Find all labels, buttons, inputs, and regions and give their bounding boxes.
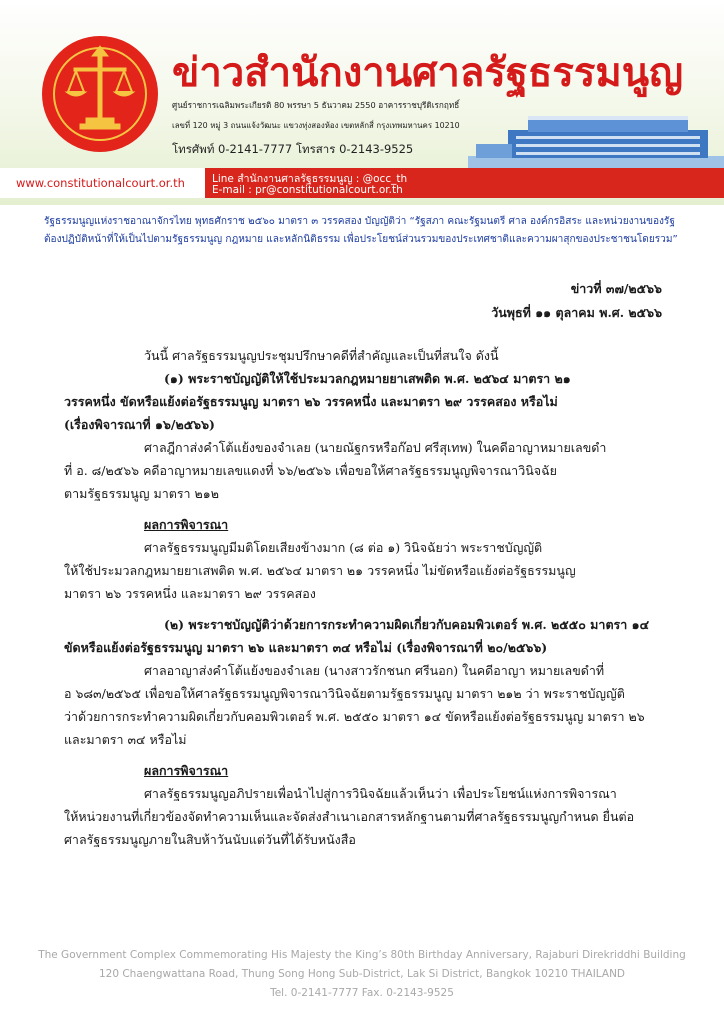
result-label-1: ผลการพิจารณา — [144, 517, 229, 532]
line-contact: Line สำนักงานศาลรัฐธรรมนูญ : @occ_th — [212, 173, 408, 185]
footer-address — [0, 946, 724, 1003]
government-complex-illustration — [468, 108, 724, 172]
case2-result: ศาลรัฐธรรมนูญอภิปรายเพื่อนำไปสู่การวินิจฉัยแล้วเห็นว่า เพื่อประโยชน์แห่งการพิจารณา — [144, 786, 617, 801]
quote-line: รัฐธรรมนูญแห่งราชอาณาจักรไทย พุทธศักราช ๒๕๖๐ มาตรา ๓ วรรคสอง บัญญัติว่า “รัฐสภา คณะรัฐมนตรี ศาล องค์กรอิสระ และหน่วยงานของรัฐ — [44, 216, 675, 227]
contact-bar — [0, 168, 724, 198]
website-link[interactable]: www.constitutionalcourt.or.th — [16, 176, 185, 190]
case1-detail: ที่ อ. ๘/๒๕๖๖ คดีอาญาหมายเลขแดงที่ ๖๖/๒๕๖๖ เพื่อขอให้ศาลรัฐธรรมนูญพิจารณาวินิจฉัย — [64, 463, 557, 478]
case2-result: ศาลรัฐธรรมนูญภายในสิบห้าวันนับแต่วันที่ได้รับหนังสือ — [64, 832, 356, 847]
case1-result: ศาลรัฐธรรมนูญมีมติโดยเสียงข้างมาก (๘ ต่อ ๑) วินิจฉัยว่า พระราชบัญญัติ — [144, 540, 543, 555]
email-contact[interactable]: E-mail : pr@constitutionalcourt.or.th — [212, 184, 403, 196]
letterhead — [0, 0, 724, 205]
footer-line: Tel. 0-2141-7777 Fax. 0-2143-9525 — [270, 987, 454, 999]
court-emblem-icon — [40, 34, 160, 154]
case2-detail: อ ๖๘๓/๒๕๖๕ เพื่อขอให้ศาลรัฐธรรมนูญพิจารณาวินิจฉัยตามรัฐธรรมนูญ มาตรา ๒๑๒ ว่า พระราชบัญญัติ — [64, 686, 625, 701]
constitution-quote — [44, 213, 684, 249]
footer-line: 120 Chaengwattana Road, Thung Song Hong Sub-District, Lak Si District, Bangkok 10210 THAILAND — [98, 968, 626, 980]
case1-detail: ศาลฎีกาส่งคำโต้แย้งของจำเลย (นายณัฐกรหรือก๊อป ศรีสุเทพ) ในคดีอาญาหมายเลขดำ — [144, 440, 607, 455]
footer-line: The Government Complex Commemorating His Majesty the King’s 80th Birthday Anniversary, Rajaburi Direkriddhi Building — [38, 949, 686, 961]
phone-line: โทรศัพท์ 0-2141-7777 โทรสาร 0-2143-9525 — [172, 142, 414, 156]
case2-heading: ขัดหรือแย้งต่อรัฐธรรมนูญ มาตรา ๒๖ และมาตรา ๓๔ หรือไม่ (เรื่องพิจารณาที่ ๒๐/๒๕๖๖) — [64, 640, 548, 655]
news-number: ข่าวที่ ๓๗/๒๕๖๖ — [570, 281, 662, 296]
case2-detail: ว่าด้วยการกระทำความผิดเกี่ยวกับคอมพิวเตอร์ พ.ศ. ๒๕๕๐ มาตรา ๑๔ ขัดหรือแย้งต่อรัฐธรรมนูญ มาตรา ๒๖ — [64, 709, 645, 724]
address-line-2: เลขที่ 120 หมู่ 3 ถนนแจ้งวัฒนะ แขวงทุ่งสองห้อง เขตหลักสี่ กรุงเทพมหานคร 10210 — [172, 121, 460, 130]
case2-detail: ศาลอาญาส่งคำโต้แย้งของจำเลย (นางสาวรักชนก ศรีนอก) ในคดีอาญา หมายเลขดำที่ — [144, 663, 605, 678]
case2-heading: (๒) พระราชบัญญัติว่าด้วยการกระทำความผิดเกี่ยวกับคอมพิวเตอร์ พ.ศ. ๒๕๕๐ มาตรา ๑๔ — [164, 617, 650, 632]
case1-result: มาตรา ๒๖ วรรคหนึ่ง และมาตรา ๒๙ วรรคสอง — [64, 586, 316, 601]
news-body — [64, 344, 658, 851]
case2-result: ให้หน่วยงานที่เกี่ยวข้องจัดทำความเห็นและจัดส่งสำเนาเอกสารหลักฐานตามที่ศาลรัฐธรรมนูญกำหนด ยื่นต่อ — [64, 809, 635, 824]
case1-heading: วรรคหนึ่ง ขัดหรือแย้งต่อรัฐธรรมนูญ มาตรา ๒๖ วรรคหนึ่ง และมาตรา ๒๙ วรรคสอง หรือไม่ — [64, 394, 558, 409]
case1-result: ให้ใช้ประมวลกฎหมายยาเสพติด พ.ศ. ๒๕๖๔ มาตรา ๒๑ วรรคหนึ่ง ไม่ขัดหรือแย้งต่อรัฐธรรมนูญ — [64, 563, 576, 578]
case1-detail: ตามรัฐธรรมนูญ มาตรา ๒๑๒ — [64, 486, 219, 501]
case2-detail: และมาตรา ๓๔ หรือไม่ — [64, 732, 187, 747]
case1-heading: (เรื่องพิจารณาที่ ๑๖/๒๕๖๖) — [64, 417, 215, 432]
address-line-1: ศูนย์ราชการเฉลิมพระเกียรติ 80 พรรษา 5 ธันวาคม 2550 อาคารราชบุรีดิเรกฤทธิ์ — [172, 100, 460, 110]
intro-line: วันนี้ ศาลรัฐธรรมนูญประชุมปรึกษาคดีที่สำคัญและเป็นที่สนใจ ดังนี้ — [144, 348, 499, 363]
case1-heading: (๑) พระราชบัญญัติให้ใช้ประมวลกฎหมายยาเสพติด พ.ศ. ๒๕๖๔ มาตรา ๒๑ — [164, 371, 571, 386]
quote-line: ต้องปฏิบัติหน้าที่ให้เป็นไปตามรัฐธรรมนูญ กฎหมาย และหลักนิติธรรม เพื่อประโยชน์ส่วนรวมของประเทศชาติและความผาสุกของประชาชนโดยรวม” — [44, 234, 678, 245]
letterhead-title: ข่าวสำนักงานศาลรัฐธรรมนูญ — [172, 50, 684, 96]
news-date: วันพุธที่ ๑๑ ตุลาคม พ.ศ. ๒๕๖๖ — [491, 305, 662, 320]
result-label-2: ผลการพิจารณา — [144, 763, 229, 778]
